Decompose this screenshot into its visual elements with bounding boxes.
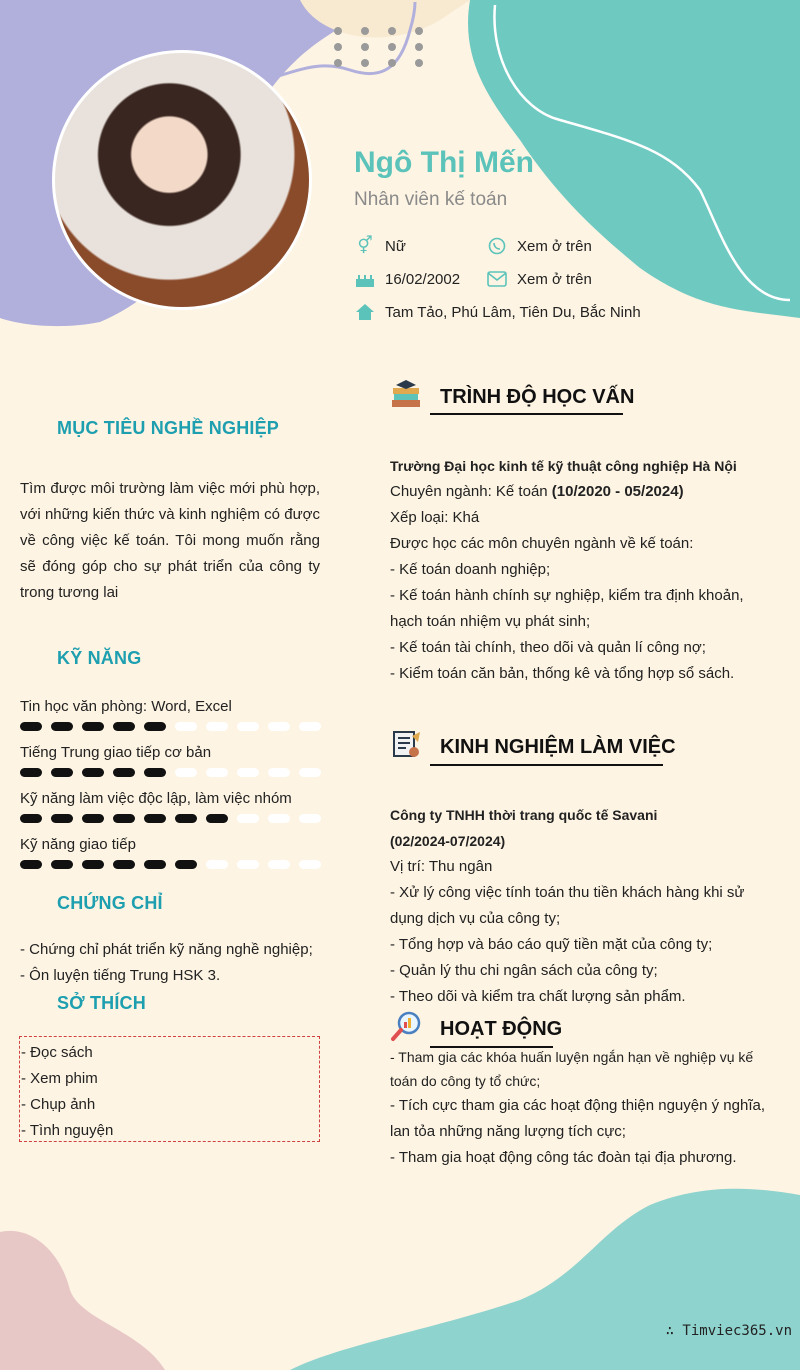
activity-line: - Tham gia hoạt động công tác đoàn tại địa phương. bbox=[390, 1149, 737, 1166]
skill-dot-empty bbox=[175, 768, 197, 777]
skill-dot-empty bbox=[237, 768, 259, 777]
skill-label: Kỹ năng giao tiếp bbox=[20, 836, 136, 853]
birthdate-value: 16/02/2002 bbox=[385, 270, 461, 288]
skill-dot-filled bbox=[144, 860, 166, 869]
hobbies-title: SỞ THÍCH bbox=[57, 993, 146, 1013]
candidate-name: Ngô Thị Mến bbox=[354, 146, 534, 179]
certificate-tool-icon bbox=[390, 728, 422, 760]
skill-dot-empty bbox=[268, 722, 290, 731]
skill-dot-empty bbox=[237, 814, 259, 823]
whatsapp-icon bbox=[486, 236, 508, 256]
brand-watermark: ∴ Timviec365.vn bbox=[665, 1323, 792, 1339]
gender-row bbox=[354, 236, 406, 256]
education-line: - Kế toán doanh nghiệp; bbox=[390, 561, 551, 578]
skill-dot-empty bbox=[206, 860, 228, 869]
skill-dot-filled bbox=[51, 860, 73, 869]
skill-dot-filled bbox=[82, 814, 104, 823]
activities-title: HOẠT ĐỘNG bbox=[440, 1018, 563, 1040]
skill-dot-filled bbox=[144, 814, 166, 823]
skill-label: Kỹ năng làm việc độc lập, làm việc nhóm bbox=[20, 790, 292, 807]
certificate-item: - Chứng chỉ phát triển kỹ năng nghề nghiệp; bbox=[20, 941, 313, 958]
skill-dot-empty bbox=[237, 860, 259, 869]
skill-bar bbox=[20, 814, 321, 823]
skill-dot-filled bbox=[113, 814, 135, 823]
skill-dot-empty bbox=[206, 722, 228, 731]
skill-dot-filled bbox=[51, 814, 73, 823]
certificate-item: - Ôn luyện tiếng Trung HSK 3. bbox=[20, 967, 221, 984]
mail-icon bbox=[486, 269, 508, 289]
experience-underline bbox=[430, 764, 663, 766]
phone-row bbox=[486, 236, 592, 256]
activities-content bbox=[390, 1045, 775, 1171]
skill-dot-filled bbox=[82, 722, 104, 731]
skill-dot-filled bbox=[206, 814, 228, 823]
objective-text: Tìm được môi trường làm việc mới phù hợp, với những kiến thức và kinh nghiệm có được về công việc kế toán. Tôi mong muốn rằng sẽ đóng góp cho sự phát triển của công ty trong tương lai bbox=[20, 480, 320, 601]
education-line: - Kế toán tài chính, theo dõi và quản lí công nợ; bbox=[390, 639, 706, 656]
skill-dot-filled bbox=[175, 860, 197, 869]
activity-line: - Tích cực tham gia các hoạt động thiện nguyện ý nghĩa, lan tỏa những năng lượng tích cực; bbox=[390, 1097, 765, 1140]
education-line: - Kế toán hành chính sự nghiệp, kiểm tra định khoản, hạch toán nhiệm vụ phát sinh; bbox=[390, 587, 744, 630]
skill-dot-empty bbox=[175, 722, 197, 731]
school-name: Trường Đại học kinh tế kỹ thuật công nghiệp Hà Nội bbox=[390, 458, 737, 474]
books-icon bbox=[390, 378, 422, 410]
experience-line: - Xử lý công việc tính toán thu tiền khách hàng khi sử dụng dịch vụ của công ty; bbox=[390, 884, 745, 927]
major-line bbox=[390, 479, 775, 505]
skill-bar bbox=[20, 722, 321, 731]
skill-dot-filled bbox=[113, 722, 135, 731]
rank: Xếp loại: Khá bbox=[390, 509, 480, 526]
email-value: Xem ở trên bbox=[517, 270, 592, 288]
skill-dot-filled bbox=[20, 860, 42, 869]
experience-content bbox=[390, 802, 775, 1010]
skill-dot-filled bbox=[113, 768, 135, 777]
skill-dot-filled bbox=[82, 768, 104, 777]
home-icon bbox=[354, 302, 376, 322]
skill-label: Tin học văn phòng: Word, Excel bbox=[20, 698, 232, 715]
experience-line: - Tổng hợp và báo cáo quỹ tiền mặt của công ty; bbox=[390, 936, 713, 953]
gender-value: Nữ bbox=[385, 237, 406, 255]
objective-title: MỤC TIÊU NGHỀ NGHIỆP bbox=[57, 418, 280, 438]
skill-dot-filled bbox=[51, 768, 73, 777]
address-row bbox=[354, 302, 641, 322]
skill-dot-empty bbox=[299, 814, 321, 823]
skill-dot-empty bbox=[268, 814, 290, 823]
skill-dot-filled bbox=[51, 722, 73, 731]
gender-icon: ⚥ bbox=[357, 236, 373, 255]
experience-period: (02/2024-07/2024) bbox=[390, 833, 506, 849]
skills-title: KỸ NĂNG bbox=[57, 648, 142, 668]
skill-dot-empty bbox=[237, 722, 259, 731]
skill-dot-filled bbox=[20, 768, 42, 777]
email-row bbox=[486, 269, 592, 289]
experience-line: - Quản lý thu chi ngân sách của công ty; bbox=[390, 962, 658, 979]
education-line: - Kiểm toán căn bản, thống kê và tổng hợp sổ sách. bbox=[390, 665, 735, 682]
skill-dot-filled bbox=[113, 860, 135, 869]
activity-line: - Tham gia các khóa huấn luyện ngắn hạn về nghiệp vụ kế toán do công ty tổ chức; bbox=[390, 1049, 754, 1089]
experience-line: - Theo dõi và kiểm tra chất lượng sản phẩm. bbox=[390, 988, 686, 1005]
skill-bar bbox=[20, 768, 321, 777]
skill-dot-empty bbox=[299, 860, 321, 869]
hobby-item: - Xem phim bbox=[21, 1070, 98, 1087]
birthdate-row bbox=[354, 269, 460, 289]
position: Vị trí: Thu ngân bbox=[390, 858, 493, 875]
skill-label: Tiếng Trung giao tiếp cơ bản bbox=[20, 744, 212, 761]
education-underline bbox=[430, 413, 623, 415]
skill-dot-empty bbox=[268, 768, 290, 777]
skill-dot-empty bbox=[206, 768, 228, 777]
address-value: Tam Tảo, Phú Lâm, Tiên Du, Bắc Ninh bbox=[385, 303, 641, 321]
skill-dot-empty bbox=[268, 860, 290, 869]
major: Chuyên ngành: Kế toán bbox=[390, 483, 552, 500]
phone-value: Xem ở trên bbox=[517, 237, 592, 255]
education-content bbox=[390, 453, 775, 687]
company-name: Công ty TNHH thời trang quốc tế Savani bbox=[390, 807, 658, 823]
hobby-item: - Đọc sách bbox=[21, 1044, 93, 1061]
education-line: Được học các môn chuyên ngành về kế toán: bbox=[390, 535, 694, 552]
skill-dot-filled bbox=[144, 768, 166, 777]
skill-bar bbox=[20, 860, 321, 869]
certificates-title: CHỨNG CHỈ bbox=[57, 893, 163, 913]
magnifier-chart-icon bbox=[390, 1010, 422, 1042]
certificates-list bbox=[20, 937, 320, 989]
hobby-item: - Chụp ảnh bbox=[21, 1096, 96, 1113]
profile-photo bbox=[52, 50, 312, 310]
skill-dot-filled bbox=[175, 814, 197, 823]
education-period: (10/2020 - 05/2024) bbox=[551, 483, 684, 500]
skill-dot-filled bbox=[82, 860, 104, 869]
skill-dot-empty bbox=[299, 768, 321, 777]
skill-dot-filled bbox=[144, 722, 166, 731]
education-title: TRÌNH ĐỘ HỌC VẤN bbox=[440, 386, 635, 408]
skill-dot-filled bbox=[20, 814, 42, 823]
candidate-role: Nhân viên kế toán bbox=[354, 189, 508, 210]
hobbies-list bbox=[19, 1036, 320, 1142]
experience-title: KINH NGHIỆM LÀM VIỆC bbox=[440, 736, 676, 758]
cake-icon bbox=[354, 269, 376, 289]
skill-dot-empty bbox=[299, 722, 321, 731]
hobby-item: - Tình nguyện bbox=[21, 1122, 114, 1139]
skill-dot-filled bbox=[20, 722, 42, 731]
